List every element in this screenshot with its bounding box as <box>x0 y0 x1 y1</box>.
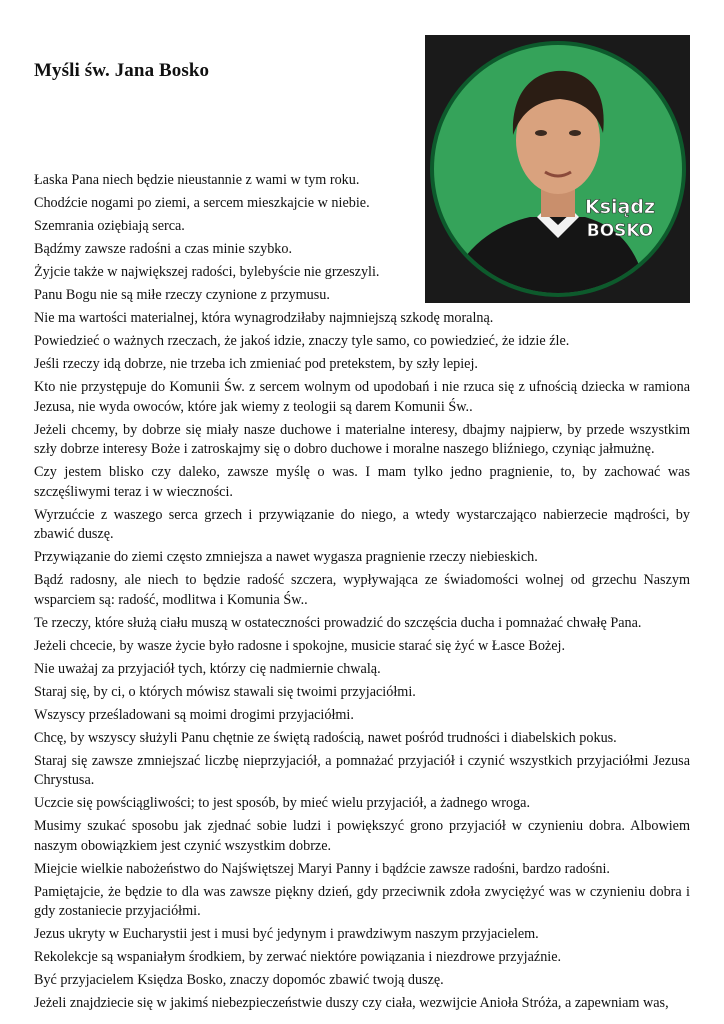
quote-paragraph: Szemrania oziębiają serca. <box>34 218 185 234</box>
quote-paragraph: Musimy szukać sposobu jak zjednać sobie ludzi i powiększyć grono przyjaciół w czynieniu dobra. Albowiem naszym obowiązkiem jest czynić wszystkim dobrze. <box>34 818 690 854</box>
quote-paragraph: Bądź radosny, ale niech to będzie radość szczera, wypływająca ze świadomości wolnej od grzechu Naszym wsparciem są: radość, modlitwa i Komunia Św.. <box>34 572 690 608</box>
quote-paragraph: Nie ma wartości materialnej, która wynagrodziłaby najmniejszą szkodę moralną. <box>34 310 494 326</box>
quote-paragraph: Jeżeli chcemy, by dobrze się miały nasze duchowe i materialne interesy, dbajmy najpierw, by przede wszystkim szły dobrze interesy Boże i zatroskajmy się o dobro duchowe i moralne naszego bliźniego, czyniąc jałmużnę. <box>34 421 690 457</box>
quote-paragraph: Jeżeli znajdziecie się w jakimś niebezpieczeństwie duszy czy ciała, wezwijcie Anioła Stróża, a zapewniam was, <box>34 995 669 1011</box>
quote-paragraph: Żyjcie także w największej radości, bylebyście nie grzeszyli. <box>34 264 380 280</box>
quote-paragraph: Uczcie się powściągliwości; to jest sposób, by mieć wielu przyjaciół, a żadnego wroga. <box>34 795 531 811</box>
quote-paragraph: Łaska Pana niech będzie nieustannie z wami w tym roku. <box>34 172 360 188</box>
quote-paragraph: Staraj się zawsze zmniejszać liczbę nieprzyjaciół, a pomnażać przyjaciół i czynić wszystkich przyjaciółmi Jezusa Chrystusa. <box>34 752 690 788</box>
page-title: Myśli św. Jana Bosko <box>34 60 210 81</box>
quotes-list <box>34 171 690 1017</box>
quote-paragraph: Nie uważaj za przyjaciół tych, którzy cię nadmiernie chwalą. <box>34 660 381 677</box>
quote-paragraph: Rekolekcje są wspaniałym środkiem, by zerwać niektóre powiązania i niezdrowe przyjaźnie. <box>34 949 562 965</box>
quote-paragraph: Miejcie wielkie nabożeństwo do Najświętszej Maryi Panny i bądźcie zawsze radośni, bardzo radośni. <box>34 860 610 877</box>
quote-paragraph: Przywiązanie do ziemi często zmniejsza a nawet wygasza pragnienie rzeczy niebieskich. <box>34 549 538 565</box>
quote-paragraph: Jeżeli chcecie, by wasze życie było radosne i spokojne, musicie starać się żyć w Łasce Bożej. <box>34 637 566 654</box>
quote-paragraph: Jeśli rzeczy idą dobrze, nie trzeba ich zmieniać pod pretekstem, by szły lepiej. <box>34 356 478 372</box>
quote-paragraph: Te rzeczy, które służą ciału muszą w ostateczności prowadzić do szczęścia ducha i pomnażać chwałę Pana. <box>34 614 642 631</box>
quote-paragraph: Staraj się, by ci, o których mówisz stawali się twoimi przyjaciółmi. <box>34 683 416 700</box>
right-eye <box>569 130 581 136</box>
quote-paragraph: Powiedzieć o ważnych rzeczach, że jakoś idzie, znaczy tyle samo, co powiedzieć, że idzie źle. <box>34 333 570 349</box>
left-eye <box>535 130 547 136</box>
quote-paragraph: Chodźcie nogami po ziemi, a sercem mieszkajcie w niebie. <box>34 195 370 211</box>
quote-paragraph: Jezus ukryty w Eucharystii jest i musi być jedynym i prawdziwym naszym przyjacielem. <box>34 926 539 942</box>
portrait-caption-line2: BOSKO <box>586 221 654 241</box>
quote-paragraph: Panu Bogu nie są miłe rzeczy czynione z przymusu. <box>34 287 330 303</box>
quote-paragraph: Wszyscy prześladowani są moimi drogimi przyjaciółmi. <box>34 706 354 723</box>
quote-paragraph: Czy jestem blisko czy daleko, zawsze myślę o was. I mam tylko jedno pragnienie, to, by zachować was szczęśliwymi teraz i w wieczności. <box>34 464 690 500</box>
quote-paragraph: Wyrzućcie z waszego serca grzech i przywiązanie do niego, a wtedy wystarczająco nabierzecie mądrości, by zbawić duszę. <box>34 506 690 542</box>
quote-paragraph: Chcę, by wszyscy służyli Panu chętnie ze świętą radością, nawet pośród trudności i diabelskich pokus. <box>34 729 617 746</box>
quote-paragraph: Bądźmy zawsze radośni a czas minie szybko. <box>34 241 293 257</box>
quote-paragraph: Kto nie przystępuje do Komunii Św. z sercem wolnym od upodobań i nie rzuca się z ufnością dziecka w ramiona Jezusa, nie wyda owoców, które jak wiemy z teologii są darem Komunii Św.. <box>34 379 690 415</box>
quote-paragraph: Być przyjacielem Księdza Bosko, znaczy dopomóc zbawić twoją duszę. <box>34 972 444 988</box>
portrait-caption-line1: Ksiądz <box>584 196 656 218</box>
quote-paragraph: Pamiętajcie, że będzie to dla was zawsze piękny dzień, gdy przeciwnik zdoła zwyciężyć was w czynieniu dobra i gdy zostaniecie przyjaciółmi. <box>34 883 690 919</box>
